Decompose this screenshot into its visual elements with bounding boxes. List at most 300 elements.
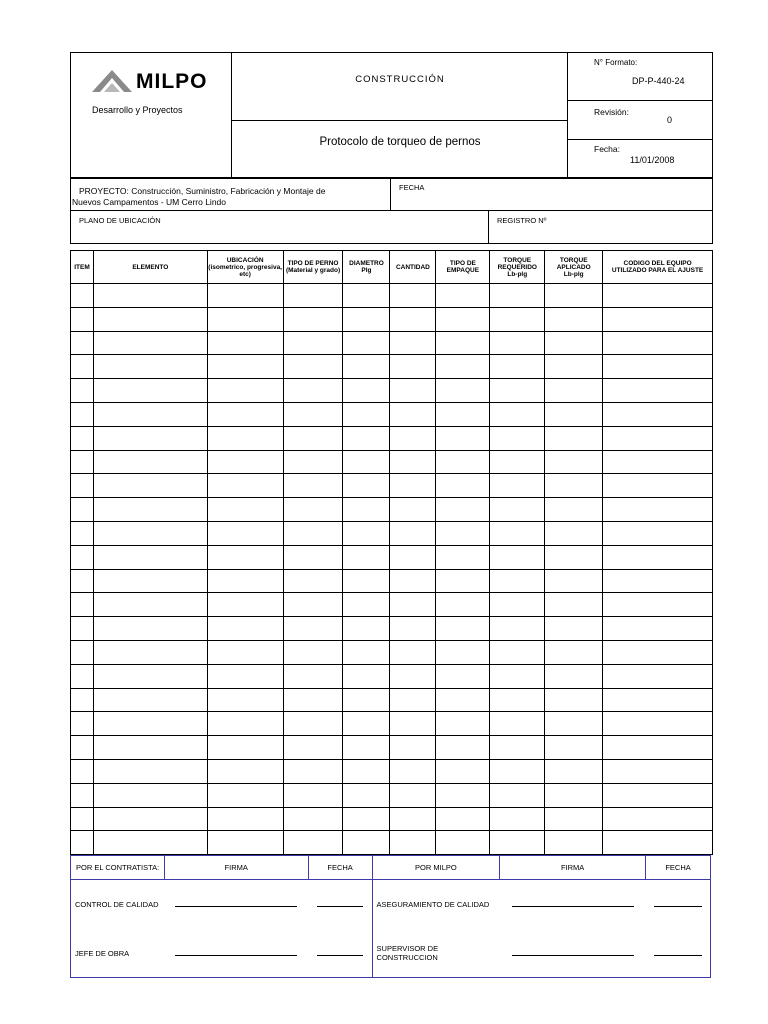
table-cell[interactable] [603, 831, 713, 855]
brand-name: MILPO [136, 70, 208, 93]
table-cell[interactable] [436, 831, 490, 855]
table-cell[interactable] [343, 640, 390, 664]
table-cell[interactable] [436, 284, 490, 308]
table-cell[interactable] [390, 426, 436, 450]
table-cell[interactable] [436, 474, 490, 498]
table-cell[interactable] [93, 617, 207, 641]
table-cell[interactable] [390, 593, 436, 617]
table-cell[interactable] [343, 545, 390, 569]
table-header-row [71, 251, 713, 284]
table-row [71, 402, 713, 426]
table-row [71, 831, 713, 855]
table-cell[interactable] [603, 640, 713, 664]
table-cell[interactable] [71, 379, 94, 403]
table-cell[interactable] [343, 379, 390, 403]
table-cell[interactable] [343, 569, 390, 593]
col-header-item: ITEM [71, 251, 94, 284]
table-cell[interactable] [545, 521, 603, 545]
project-line-2: Nuevos Campamentos - UM Cerro Lindo [72, 197, 227, 207]
table-cell[interactable] [93, 355, 207, 379]
date-value: 11/01/2008 [630, 155, 675, 165]
table-cell[interactable] [436, 783, 490, 807]
table-cell[interactable] [545, 617, 603, 641]
table-cell[interactable] [207, 593, 283, 617]
table-cell[interactable] [545, 569, 603, 593]
table-cell[interactable] [603, 759, 713, 783]
table-cell[interactable] [545, 402, 603, 426]
table-cell[interactable] [545, 331, 603, 355]
table-cell[interactable] [390, 545, 436, 569]
table-cell[interactable] [545, 593, 603, 617]
table-cell[interactable] [490, 736, 545, 760]
table-cell[interactable] [343, 712, 390, 736]
table-cell[interactable] [436, 759, 490, 783]
table-cell[interactable] [490, 307, 545, 331]
table-cell[interactable] [436, 617, 490, 641]
table-cell[interactable] [71, 688, 94, 712]
table-cell[interactable] [93, 521, 207, 545]
table-cell[interactable] [603, 307, 713, 331]
table-cell[interactable] [71, 831, 94, 855]
table-row [71, 640, 713, 664]
table-cell[interactable] [93, 593, 207, 617]
table-cell[interactable] [207, 569, 283, 593]
table-cell[interactable] [545, 545, 603, 569]
milpo-label: POR MILPO [372, 856, 500, 880]
table-cell[interactable] [436, 593, 490, 617]
table-cell[interactable] [436, 498, 490, 522]
table-cell[interactable] [603, 569, 713, 593]
format-value: DP-P-440-24 [632, 76, 685, 86]
table-cell[interactable] [283, 545, 343, 569]
table-cell[interactable] [490, 759, 545, 783]
table-cell[interactable] [93, 759, 207, 783]
table-cell[interactable] [93, 569, 207, 593]
date-label: Fecha: [594, 144, 620, 154]
col-header-ubicacion: UBICACIÓN (isometrico, progresiva, etc) [207, 251, 283, 284]
table-row [71, 759, 713, 783]
table-cell[interactable] [207, 521, 283, 545]
table-cell[interactable] [207, 617, 283, 641]
table-row [71, 450, 713, 474]
col-header-torque-aplicado: TORQUE APLICADO Lb-plg [545, 251, 603, 284]
plano-label: PLANO DE UBICACIÓN [79, 216, 161, 225]
table-cell[interactable] [283, 426, 343, 450]
plano-cell [70, 211, 489, 244]
table-cell[interactable] [93, 783, 207, 807]
table-cell[interactable] [490, 640, 545, 664]
table-row [71, 545, 713, 569]
table-cell[interactable] [603, 331, 713, 355]
table-cell[interactable] [283, 284, 343, 308]
table-cell[interactable] [71, 807, 94, 831]
table-cell[interactable] [436, 712, 490, 736]
table-cell[interactable] [390, 688, 436, 712]
table-cell[interactable] [93, 712, 207, 736]
table-cell[interactable] [390, 640, 436, 664]
table-cell[interactable] [490, 450, 545, 474]
table-cell[interactable] [545, 355, 603, 379]
table-cell[interactable] [71, 545, 94, 569]
table-cell[interactable] [71, 450, 94, 474]
table-cell[interactable] [436, 521, 490, 545]
table-cell[interactable] [93, 640, 207, 664]
table-cell[interactable] [283, 807, 343, 831]
table-cell[interactable] [390, 355, 436, 379]
table-cell[interactable] [343, 402, 390, 426]
table-cell[interactable] [343, 284, 390, 308]
table-cell[interactable] [490, 807, 545, 831]
table-cell[interactable] [390, 569, 436, 593]
table-cell[interactable] [603, 617, 713, 641]
table-cell[interactable] [283, 664, 343, 688]
table-cell[interactable] [207, 284, 283, 308]
table-cell[interactable] [207, 640, 283, 664]
table-cell[interactable] [93, 474, 207, 498]
table-cell[interactable] [207, 450, 283, 474]
table-cell[interactable] [283, 521, 343, 545]
aseguramiento-label: ASEGURAMIENTO DE CALIDAD [376, 900, 490, 910]
table-cell[interactable] [71, 640, 94, 664]
table-cell[interactable] [603, 355, 713, 379]
table-cell[interactable] [343, 521, 390, 545]
table-cell[interactable] [390, 331, 436, 355]
table-cell[interactable] [603, 426, 713, 450]
table-cell[interactable] [93, 331, 207, 355]
table-cell[interactable] [603, 498, 713, 522]
table-cell[interactable] [436, 545, 490, 569]
table-cell[interactable] [283, 450, 343, 474]
table-cell[interactable] [545, 307, 603, 331]
table-cell[interactable] [283, 640, 343, 664]
table-cell[interactable] [207, 664, 283, 688]
table-cell[interactable] [603, 379, 713, 403]
registro-cell [489, 211, 713, 244]
table-row [71, 569, 713, 593]
table-cell[interactable] [71, 783, 94, 807]
table-row [71, 736, 713, 760]
table-cell[interactable] [545, 807, 603, 831]
table-row [71, 284, 713, 308]
table-cell[interactable] [603, 545, 713, 569]
table-cell[interactable] [436, 379, 490, 403]
table-row [71, 664, 713, 688]
table-cell[interactable] [390, 664, 436, 688]
milpo-logo-icon [90, 66, 134, 100]
title-top-cell [232, 52, 568, 121]
table-cell[interactable] [490, 831, 545, 855]
table-cell[interactable] [207, 379, 283, 403]
table-cell[interactable] [545, 426, 603, 450]
fecha-line-control[interactable] [308, 880, 372, 930]
table-cell[interactable] [603, 474, 713, 498]
table-cell[interactable] [390, 521, 436, 545]
control-calidad-label: CONTROL DE CALIDAD [71, 880, 165, 930]
table-cell[interactable] [343, 783, 390, 807]
table-cell[interactable] [490, 545, 545, 569]
table-cell[interactable] [436, 688, 490, 712]
table-cell[interactable] [390, 498, 436, 522]
table-cell[interactable] [490, 284, 545, 308]
table-cell[interactable] [545, 736, 603, 760]
table-cell[interactable] [207, 712, 283, 736]
table-cell[interactable] [93, 831, 207, 855]
table-cell[interactable] [490, 617, 545, 641]
table-cell[interactable] [207, 545, 283, 569]
table-cell[interactable] [283, 688, 343, 712]
table-row [71, 617, 713, 641]
table-cell[interactable] [436, 402, 490, 426]
table-cell[interactable] [207, 426, 283, 450]
col-header-tipo-empaque: TIPO DE EMPAQUE [436, 251, 490, 284]
project-cell [70, 178, 391, 211]
table-cell[interactable] [71, 307, 94, 331]
table-cell[interactable] [490, 712, 545, 736]
table-row [71, 355, 713, 379]
table-cell[interactable] [207, 688, 283, 712]
table-cell[interactable] [207, 807, 283, 831]
table-cell[interactable] [283, 402, 343, 426]
registro-label: REGISTRO Nº [497, 216, 547, 225]
table-cell[interactable] [207, 759, 283, 783]
table-cell[interactable] [207, 355, 283, 379]
table-cell[interactable] [490, 688, 545, 712]
revision-value: 0 [667, 115, 673, 125]
table-cell[interactable] [93, 664, 207, 688]
table-cell[interactable] [207, 498, 283, 522]
table-cell[interactable] [93, 284, 207, 308]
table-cell[interactable] [71, 736, 94, 760]
table-cell[interactable] [490, 593, 545, 617]
table-cell[interactable] [207, 307, 283, 331]
logo-cell [70, 52, 232, 178]
table-cell[interactable] [283, 569, 343, 593]
table-cell[interactable] [283, 736, 343, 760]
table-cell[interactable] [343, 498, 390, 522]
table-row [71, 498, 713, 522]
table-cell[interactable] [436, 307, 490, 331]
table-cell[interactable] [71, 712, 94, 736]
revision-label: Revisión: [594, 107, 629, 117]
table-cell[interactable] [343, 426, 390, 450]
table-cell[interactable] [207, 831, 283, 855]
table-cell[interactable] [490, 402, 545, 426]
table-cell[interactable] [545, 379, 603, 403]
table-cell[interactable] [283, 307, 343, 331]
table-cell[interactable] [283, 379, 343, 403]
table-cell[interactable] [71, 569, 94, 593]
signature-header-row [71, 856, 711, 880]
table-cell[interactable] [71, 474, 94, 498]
table-cell[interactable] [93, 379, 207, 403]
table-cell[interactable] [343, 759, 390, 783]
fecha-header-1: FECHA [308, 856, 372, 880]
table-cell[interactable] [343, 355, 390, 379]
table-cell[interactable] [390, 712, 436, 736]
fecha-line-supervisor[interactable] [646, 930, 711, 978]
table-cell[interactable] [490, 521, 545, 545]
table-cell[interactable] [343, 331, 390, 355]
table-cell[interactable] [545, 831, 603, 855]
table-cell[interactable] [390, 402, 436, 426]
table-cell[interactable] [603, 783, 713, 807]
table-cell[interactable] [603, 450, 713, 474]
table-cell[interactable] [343, 688, 390, 712]
table-cell[interactable] [207, 474, 283, 498]
table-cell[interactable] [71, 664, 94, 688]
table-cell[interactable] [603, 736, 713, 760]
table-cell[interactable] [603, 688, 713, 712]
table-cell[interactable] [343, 831, 390, 855]
table-cell[interactable] [545, 759, 603, 783]
table-cell[interactable] [545, 688, 603, 712]
fecha-header-2: FECHA [646, 856, 711, 880]
table-cell[interactable] [207, 736, 283, 760]
col-header-codigo-equipo: CODIGO DEL EQUIPO UTILIZADO PARA EL AJUSTE [603, 251, 713, 284]
table-cell[interactable] [603, 664, 713, 688]
table-row [71, 521, 713, 545]
table-cell[interactable] [71, 426, 94, 450]
table-cell[interactable] [545, 450, 603, 474]
table-cell[interactable] [390, 807, 436, 831]
table-cell[interactable] [490, 331, 545, 355]
table-cell[interactable] [490, 474, 545, 498]
col-header-elemento: ELEMENTO [93, 251, 207, 284]
table-cell[interactable] [436, 331, 490, 355]
table-cell[interactable] [390, 307, 436, 331]
table-cell[interactable] [545, 640, 603, 664]
table-cell[interactable] [93, 545, 207, 569]
table-cell[interactable] [71, 759, 94, 783]
table-cell[interactable] [71, 331, 94, 355]
table-cell[interactable] [490, 569, 545, 593]
table-cell[interactable] [390, 831, 436, 855]
table-cell[interactable] [283, 831, 343, 855]
table-cell[interactable] [490, 664, 545, 688]
table-cell[interactable] [436, 450, 490, 474]
table-cell[interactable] [390, 450, 436, 474]
table-cell[interactable] [390, 617, 436, 641]
table-cell[interactable] [71, 617, 94, 641]
table-cell[interactable] [545, 474, 603, 498]
table-cell[interactable] [490, 498, 545, 522]
table-cell[interactable] [93, 498, 207, 522]
table-cell[interactable] [283, 783, 343, 807]
table-cell[interactable] [93, 426, 207, 450]
signature-table [70, 855, 711, 978]
table-cell[interactable] [490, 355, 545, 379]
table-cell[interactable] [390, 284, 436, 308]
table-cell[interactable] [603, 593, 713, 617]
table-cell[interactable] [283, 593, 343, 617]
contratista-label: POR EL CONTRATISTA: [71, 856, 165, 880]
table-cell[interactable] [490, 426, 545, 450]
table-cell[interactable] [545, 712, 603, 736]
table-row [71, 688, 713, 712]
table-cell[interactable] [93, 402, 207, 426]
table-cell[interactable] [436, 640, 490, 664]
table-cell[interactable] [283, 355, 343, 379]
table-cell[interactable] [390, 759, 436, 783]
table-cell[interactable] [545, 664, 603, 688]
table-cell[interactable] [436, 569, 490, 593]
table-cell[interactable] [603, 284, 713, 308]
table-cell[interactable] [436, 736, 490, 760]
table-cell[interactable] [603, 807, 713, 831]
fecha-line-jefe[interactable] [308, 930, 372, 978]
table-cell[interactable] [436, 664, 490, 688]
table-cell[interactable] [93, 688, 207, 712]
table-cell[interactable] [343, 593, 390, 617]
table-cell[interactable] [71, 355, 94, 379]
firma-line-supervisor[interactable] [500, 930, 646, 978]
table-cell[interactable] [343, 664, 390, 688]
firma-line-jefe[interactable] [164, 930, 308, 978]
table-cell[interactable] [71, 521, 94, 545]
table-cell[interactable] [343, 450, 390, 474]
table-cell[interactable] [436, 426, 490, 450]
table-cell[interactable] [545, 284, 603, 308]
project-line-1: PROYECTO: Construcción, Suministro, Fabricación y Montaje de [79, 186, 326, 196]
table-cell[interactable] [343, 307, 390, 331]
table-cell[interactable] [283, 712, 343, 736]
table-cell[interactable] [343, 807, 390, 831]
table-cell[interactable] [283, 498, 343, 522]
table-cell[interactable] [71, 593, 94, 617]
table-cell[interactable] [93, 807, 207, 831]
table-cell[interactable] [283, 331, 343, 355]
table-cell[interactable] [93, 307, 207, 331]
table-cell[interactable] [93, 736, 207, 760]
table-cell[interactable] [490, 379, 545, 403]
table-cell[interactable] [603, 521, 713, 545]
signature-row-1 [71, 880, 711, 930]
firma-header-1: FIRMA [164, 856, 308, 880]
table-cell[interactable] [436, 355, 490, 379]
table-cell[interactable] [490, 783, 545, 807]
table-cell[interactable] [207, 402, 283, 426]
firma-line-aseguramiento[interactable] [500, 880, 646, 930]
table-cell[interactable] [545, 498, 603, 522]
table-cell[interactable] [603, 402, 713, 426]
table-cell[interactable] [71, 402, 94, 426]
table-cell[interactable] [71, 498, 94, 522]
table-cell[interactable] [390, 379, 436, 403]
fecha-line-aseguramiento[interactable] [646, 880, 711, 930]
table-cell[interactable] [390, 474, 436, 498]
table-cell[interactable] [390, 736, 436, 760]
col-header-diametro: DIAMETRO Plg [343, 251, 390, 284]
table-cell[interactable] [207, 331, 283, 355]
table-cell[interactable] [603, 712, 713, 736]
table-cell[interactable] [545, 783, 603, 807]
table-cell[interactable] [390, 783, 436, 807]
table-cell[interactable] [283, 474, 343, 498]
table-cell[interactable] [343, 617, 390, 641]
table-cell[interactable] [283, 759, 343, 783]
table-cell[interactable] [93, 450, 207, 474]
firma-line-control[interactable] [164, 880, 308, 930]
table-cell[interactable] [436, 807, 490, 831]
torque-table [70, 250, 713, 855]
table-cell[interactable] [71, 284, 94, 308]
col-header-cantidad: CANTIDAD [390, 251, 436, 284]
table-row [71, 593, 713, 617]
table-cell[interactable] [343, 736, 390, 760]
table-cell[interactable] [343, 474, 390, 498]
table-cell[interactable] [207, 783, 283, 807]
table-cell[interactable] [283, 617, 343, 641]
